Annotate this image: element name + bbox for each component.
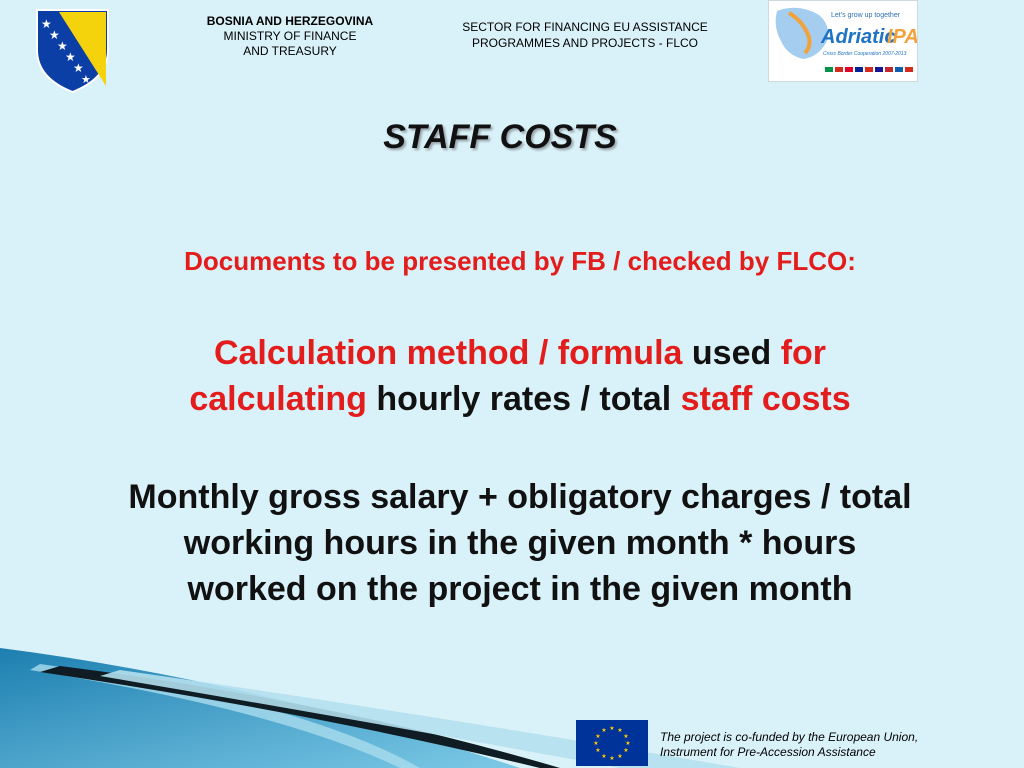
svg-text:★: ★: [65, 50, 76, 64]
ministry-country: BOSNIA AND HERZEGOVINA: [206, 14, 374, 28]
footer-line2: Instrument for Pre-Accession Assistance: [660, 745, 876, 759]
formula-paragraph: [0, 474, 1024, 612]
ministry-heading: [170, 14, 410, 59]
calculation-method-paragraph: [0, 330, 1024, 422]
svg-text:★: ★: [625, 740, 631, 747]
p1-phrase-for: for: [780, 334, 827, 372]
p1-phrase-hourly-rates: hourly rates / total: [376, 380, 672, 418]
svg-text:★: ★: [601, 753, 607, 760]
svg-text:★: ★: [73, 61, 84, 75]
sector-line2: PROGRAMMES AND PROJECTS - FLCO: [471, 36, 699, 50]
adriatic-map-icon: [769, 1, 917, 81]
p1-phrase-used: used: [691, 334, 772, 372]
slide-subtitle: Documents to be presented by FB / checked by FLCO:: [184, 246, 856, 276]
logo-brand-adriatic: Adriatic: [821, 26, 896, 48]
formula-line3: worked on the project in the given month: [187, 570, 853, 608]
svg-text:★: ★: [609, 725, 615, 732]
svg-text:★: ★: [41, 17, 52, 31]
svg-text:★: ★: [57, 39, 68, 53]
svg-text:★: ★: [623, 747, 629, 754]
logo-brand-ipa: IPA: [887, 26, 917, 48]
formula-line1: Monthly gross salary + obligatory charges / total: [128, 478, 912, 516]
sector-heading: [420, 19, 750, 51]
svg-text:★: ★: [49, 28, 60, 42]
slide-title: STAFF COSTS: [383, 118, 617, 156]
ministry-name-line1: MINISTRY OF FINANCE: [223, 29, 357, 43]
logo-subline: Cross Border Cooperation 2007-2013: [823, 51, 907, 57]
eu-flag-icon: [576, 720, 648, 766]
eu-funding-note: [660, 730, 1020, 760]
adriatic-ipa-logo: [768, 0, 918, 82]
svg-text:★: ★: [623, 733, 629, 740]
logo-flags-strip: [825, 67, 913, 72]
svg-text:★: ★: [609, 755, 615, 762]
svg-text:★: ★: [593, 740, 599, 747]
svg-text:★: ★: [81, 74, 91, 86]
formula-line2: working hours in the given month * hours: [183, 524, 857, 562]
svg-text:★: ★: [617, 753, 623, 760]
sector-line1: SECTOR FOR FINANCING EU ASSISTANCE: [462, 20, 708, 34]
p1-phrase-staff-costs: staff costs: [680, 380, 851, 418]
svg-text:★: ★: [595, 747, 601, 754]
p1-phrase-calculation-method: Calculation method / formula: [213, 334, 683, 372]
svg-text:★: ★: [617, 727, 623, 734]
p1-phrase-calculating: calculating: [189, 380, 367, 418]
ministry-name-line2: AND TREASURY: [243, 44, 337, 58]
svg-text:★: ★: [595, 733, 601, 740]
coat-of-arms-icon: [35, 8, 110, 94]
footer-line1: The project is co-funded by the European Union,: [660, 730, 919, 744]
svg-text:★: ★: [601, 727, 607, 734]
logo-tagline: Let's grow up together: [831, 12, 901, 19]
